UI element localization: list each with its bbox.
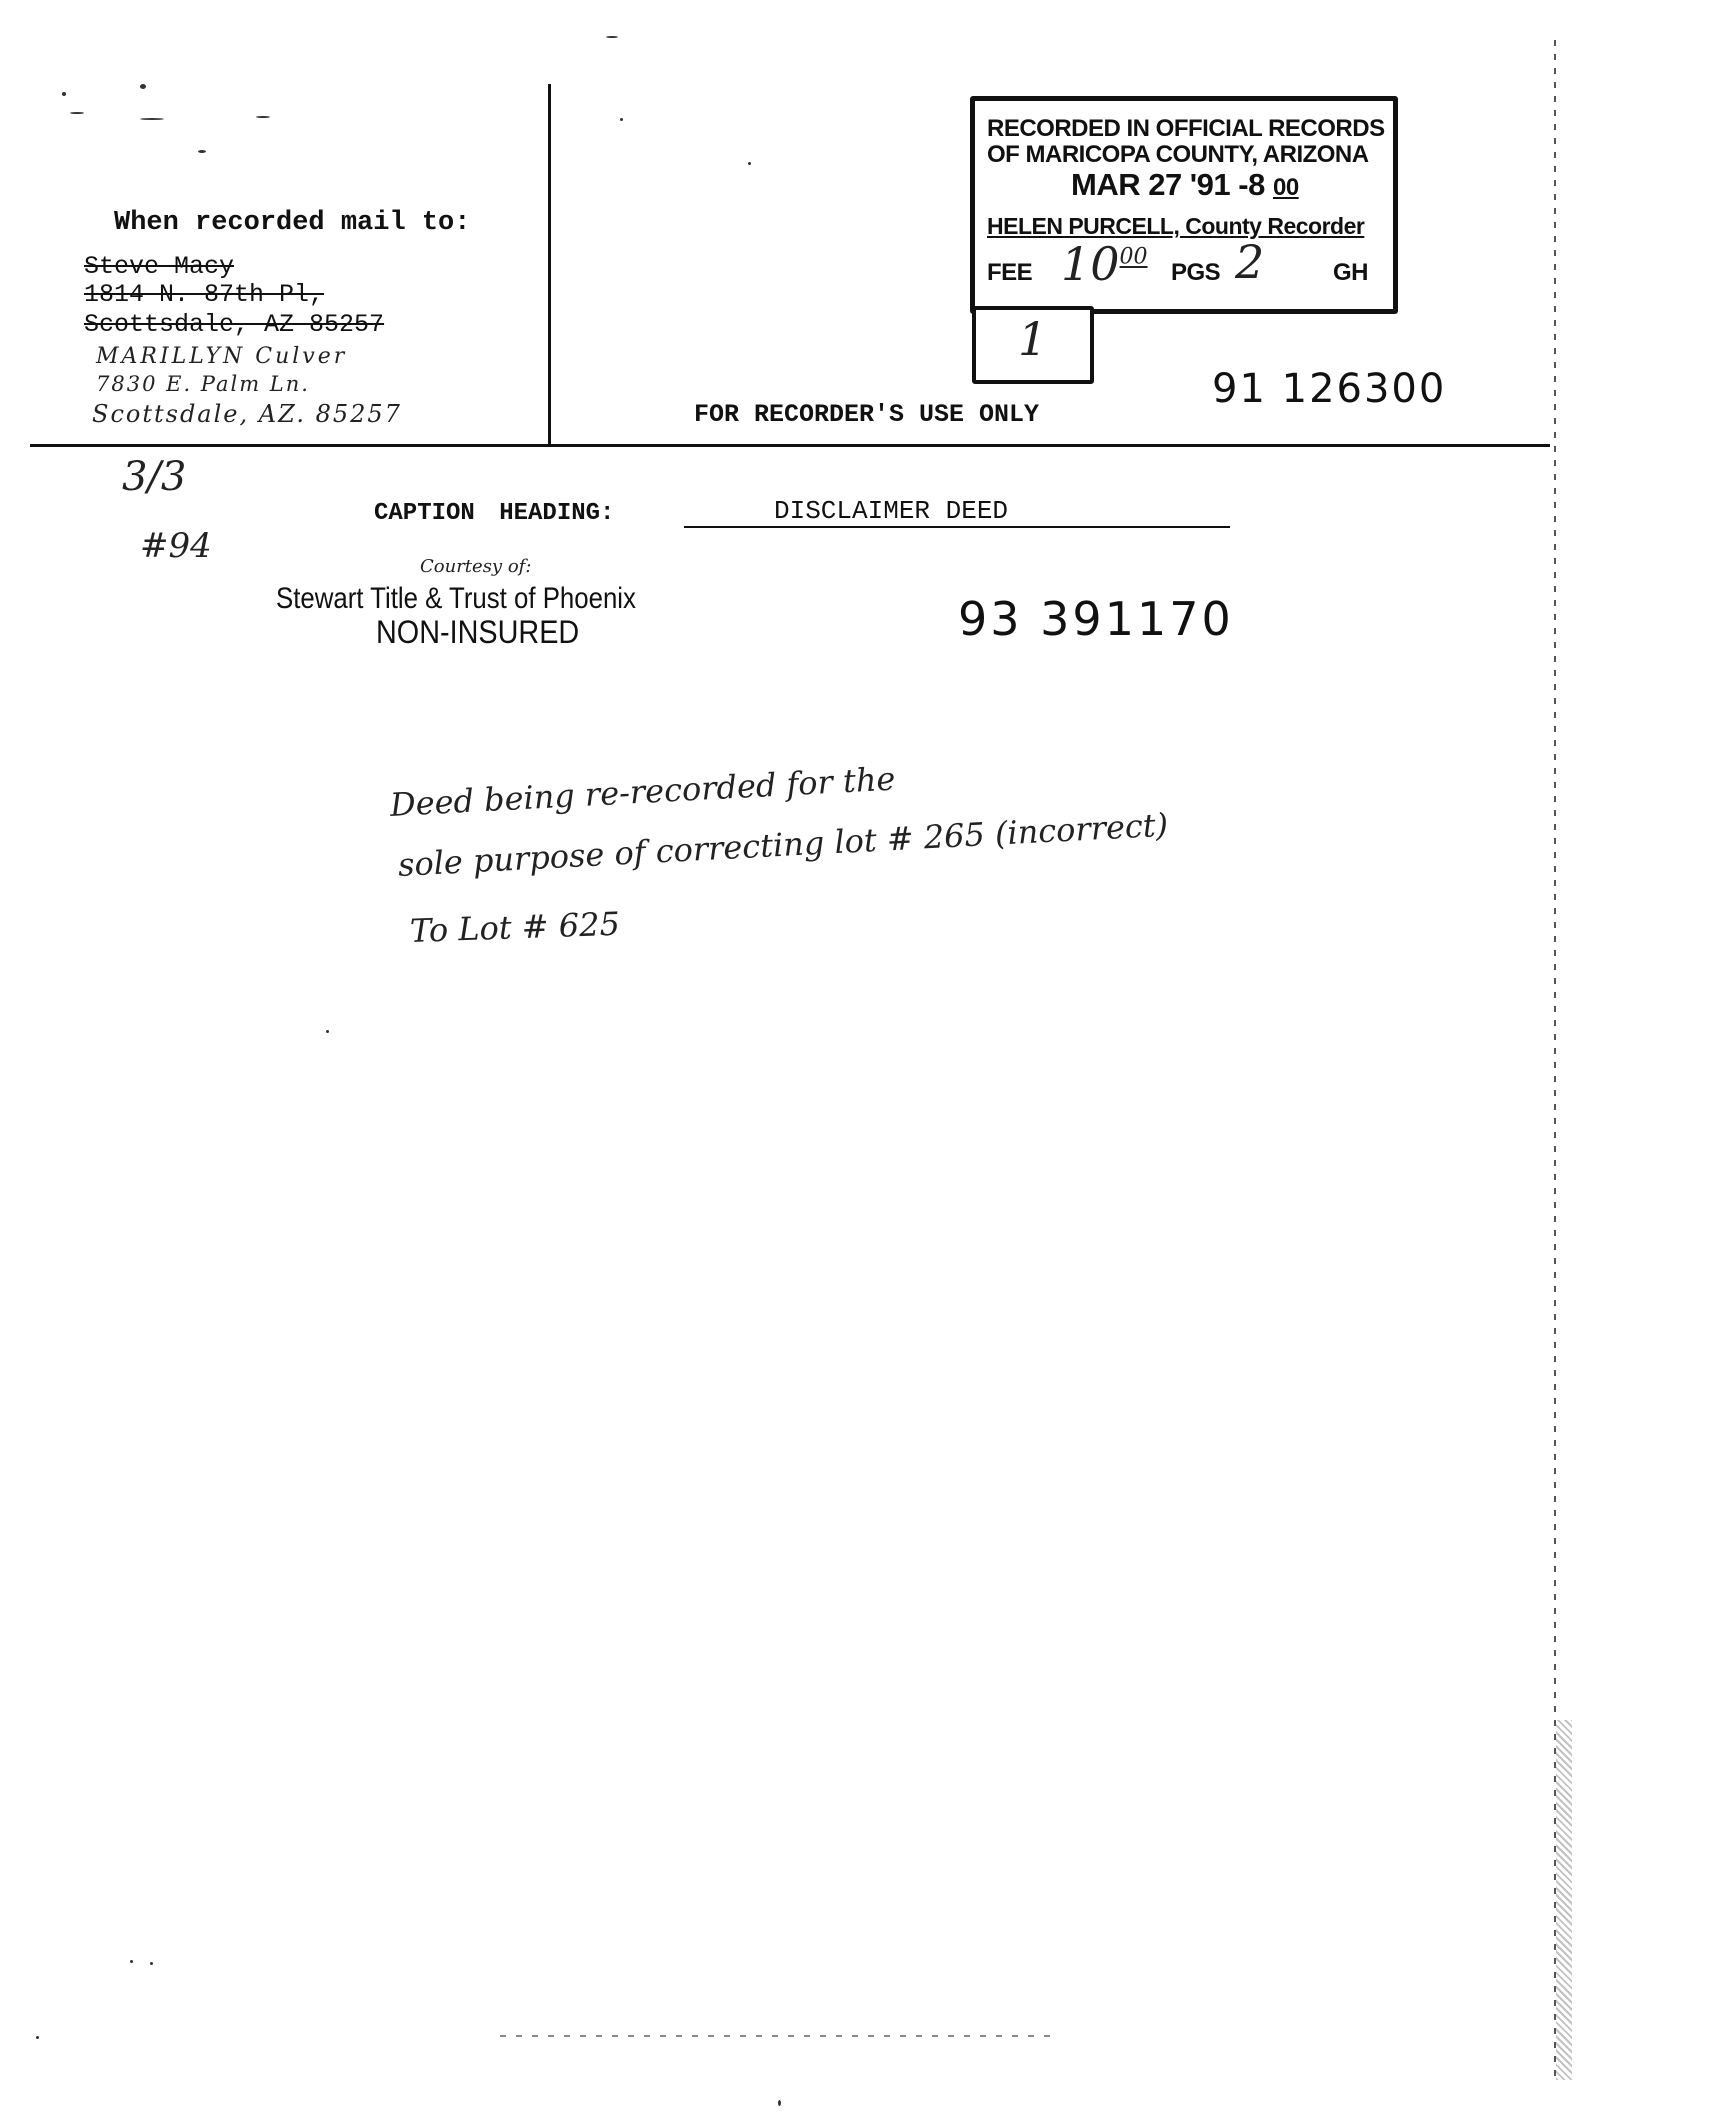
stamp-small-box — [972, 306, 1094, 384]
stamp-box-mark: 1 — [1018, 312, 1048, 366]
scan-bottom-noise — [500, 2035, 1060, 2037]
recorder-stamp — [970, 96, 1398, 314]
stamp-pgs-value: 2 — [1235, 235, 1265, 289]
note-line2: sole purpose of correcting lot # 265 (incorrect) — [397, 805, 1170, 884]
original-name: Steve Macy — [84, 252, 235, 281]
original-city-text: Scottsdale, AZ 85257 — [84, 310, 385, 339]
scan-speck — [620, 118, 623, 121]
scan-speck — [326, 1030, 329, 1033]
stamp-fee-cents: 00 — [1119, 244, 1148, 270]
scan-speck — [778, 2100, 781, 2106]
handwritten-city: Scottsdale, AZ. 85257 — [92, 400, 402, 428]
stamp-date — [1071, 167, 1299, 203]
scan-speck — [606, 36, 618, 38]
scan-speck — [70, 112, 84, 114]
original-city — [84, 310, 384, 339]
caption-value: DISCLAIMER DEED — [774, 496, 1009, 526]
stamp-fee-label: FEE — [987, 259, 1033, 286]
margin-number: #94 — [140, 526, 212, 566]
margin-fraction: 3/3 — [122, 454, 187, 500]
scan-edge-noise — [1556, 1720, 1572, 2080]
note-line3: To Lot # 625 — [409, 904, 621, 950]
scan-speck — [198, 150, 206, 153]
stamp-date-text: MAR 27 '91 -8 — [1071, 167, 1265, 202]
stamp-fee-number: 10 — [1061, 237, 1120, 291]
scan-speck — [62, 92, 66, 96]
note-line1: Deed being re-recorded for the — [389, 759, 897, 824]
stamp-recorder: HELEN PURCELL, County Recorder — [987, 213, 1365, 239]
courtesy-status: NON-INSURED — [376, 614, 580, 650]
scan-speck — [36, 2036, 39, 2039]
scan-speck — [140, 118, 164, 120]
header-rule — [30, 444, 1550, 447]
recording-number: 91 126300 — [1212, 366, 1447, 412]
scan-speck — [130, 1960, 133, 1963]
courtesy-company: Stewart Title & Trust of Phoenix — [276, 582, 636, 615]
handwritten-street: 7830 E. Palm Ln. — [96, 372, 310, 396]
courtesy-label: Courtesy of: — [420, 556, 532, 577]
recorder-use-label: FOR RECORDER'S USE ONLY — [694, 400, 1040, 429]
scan-speck — [748, 162, 751, 165]
original-street: 1814 N. 87th Pl, — [84, 280, 325, 309]
document-number: 93 391170 — [958, 592, 1234, 646]
stamp-line2: OF MARICOPA COUNTY, ARIZONA — [987, 141, 1369, 168]
caption-underline — [684, 526, 1230, 528]
scan-speck — [256, 116, 270, 118]
scan-speck — [140, 84, 146, 89]
mail-to-label: When recorded mail to: — [114, 208, 471, 238]
handwritten-name: MARILLYN Culver — [96, 344, 348, 369]
header-divider — [548, 84, 551, 446]
stamp-pgs-label: PGS — [1171, 259, 1221, 286]
stamp-initials: GH — [1333, 259, 1368, 286]
stamp-fee-value — [1061, 237, 1148, 291]
stamp-date-suffix: 00 — [1272, 174, 1299, 201]
caption-label: CAPTION HEADING: — [374, 500, 615, 527]
scan-speck — [150, 1962, 153, 1965]
stamp-line1: RECORDED IN OFFICIAL RECORDS — [987, 115, 1385, 142]
